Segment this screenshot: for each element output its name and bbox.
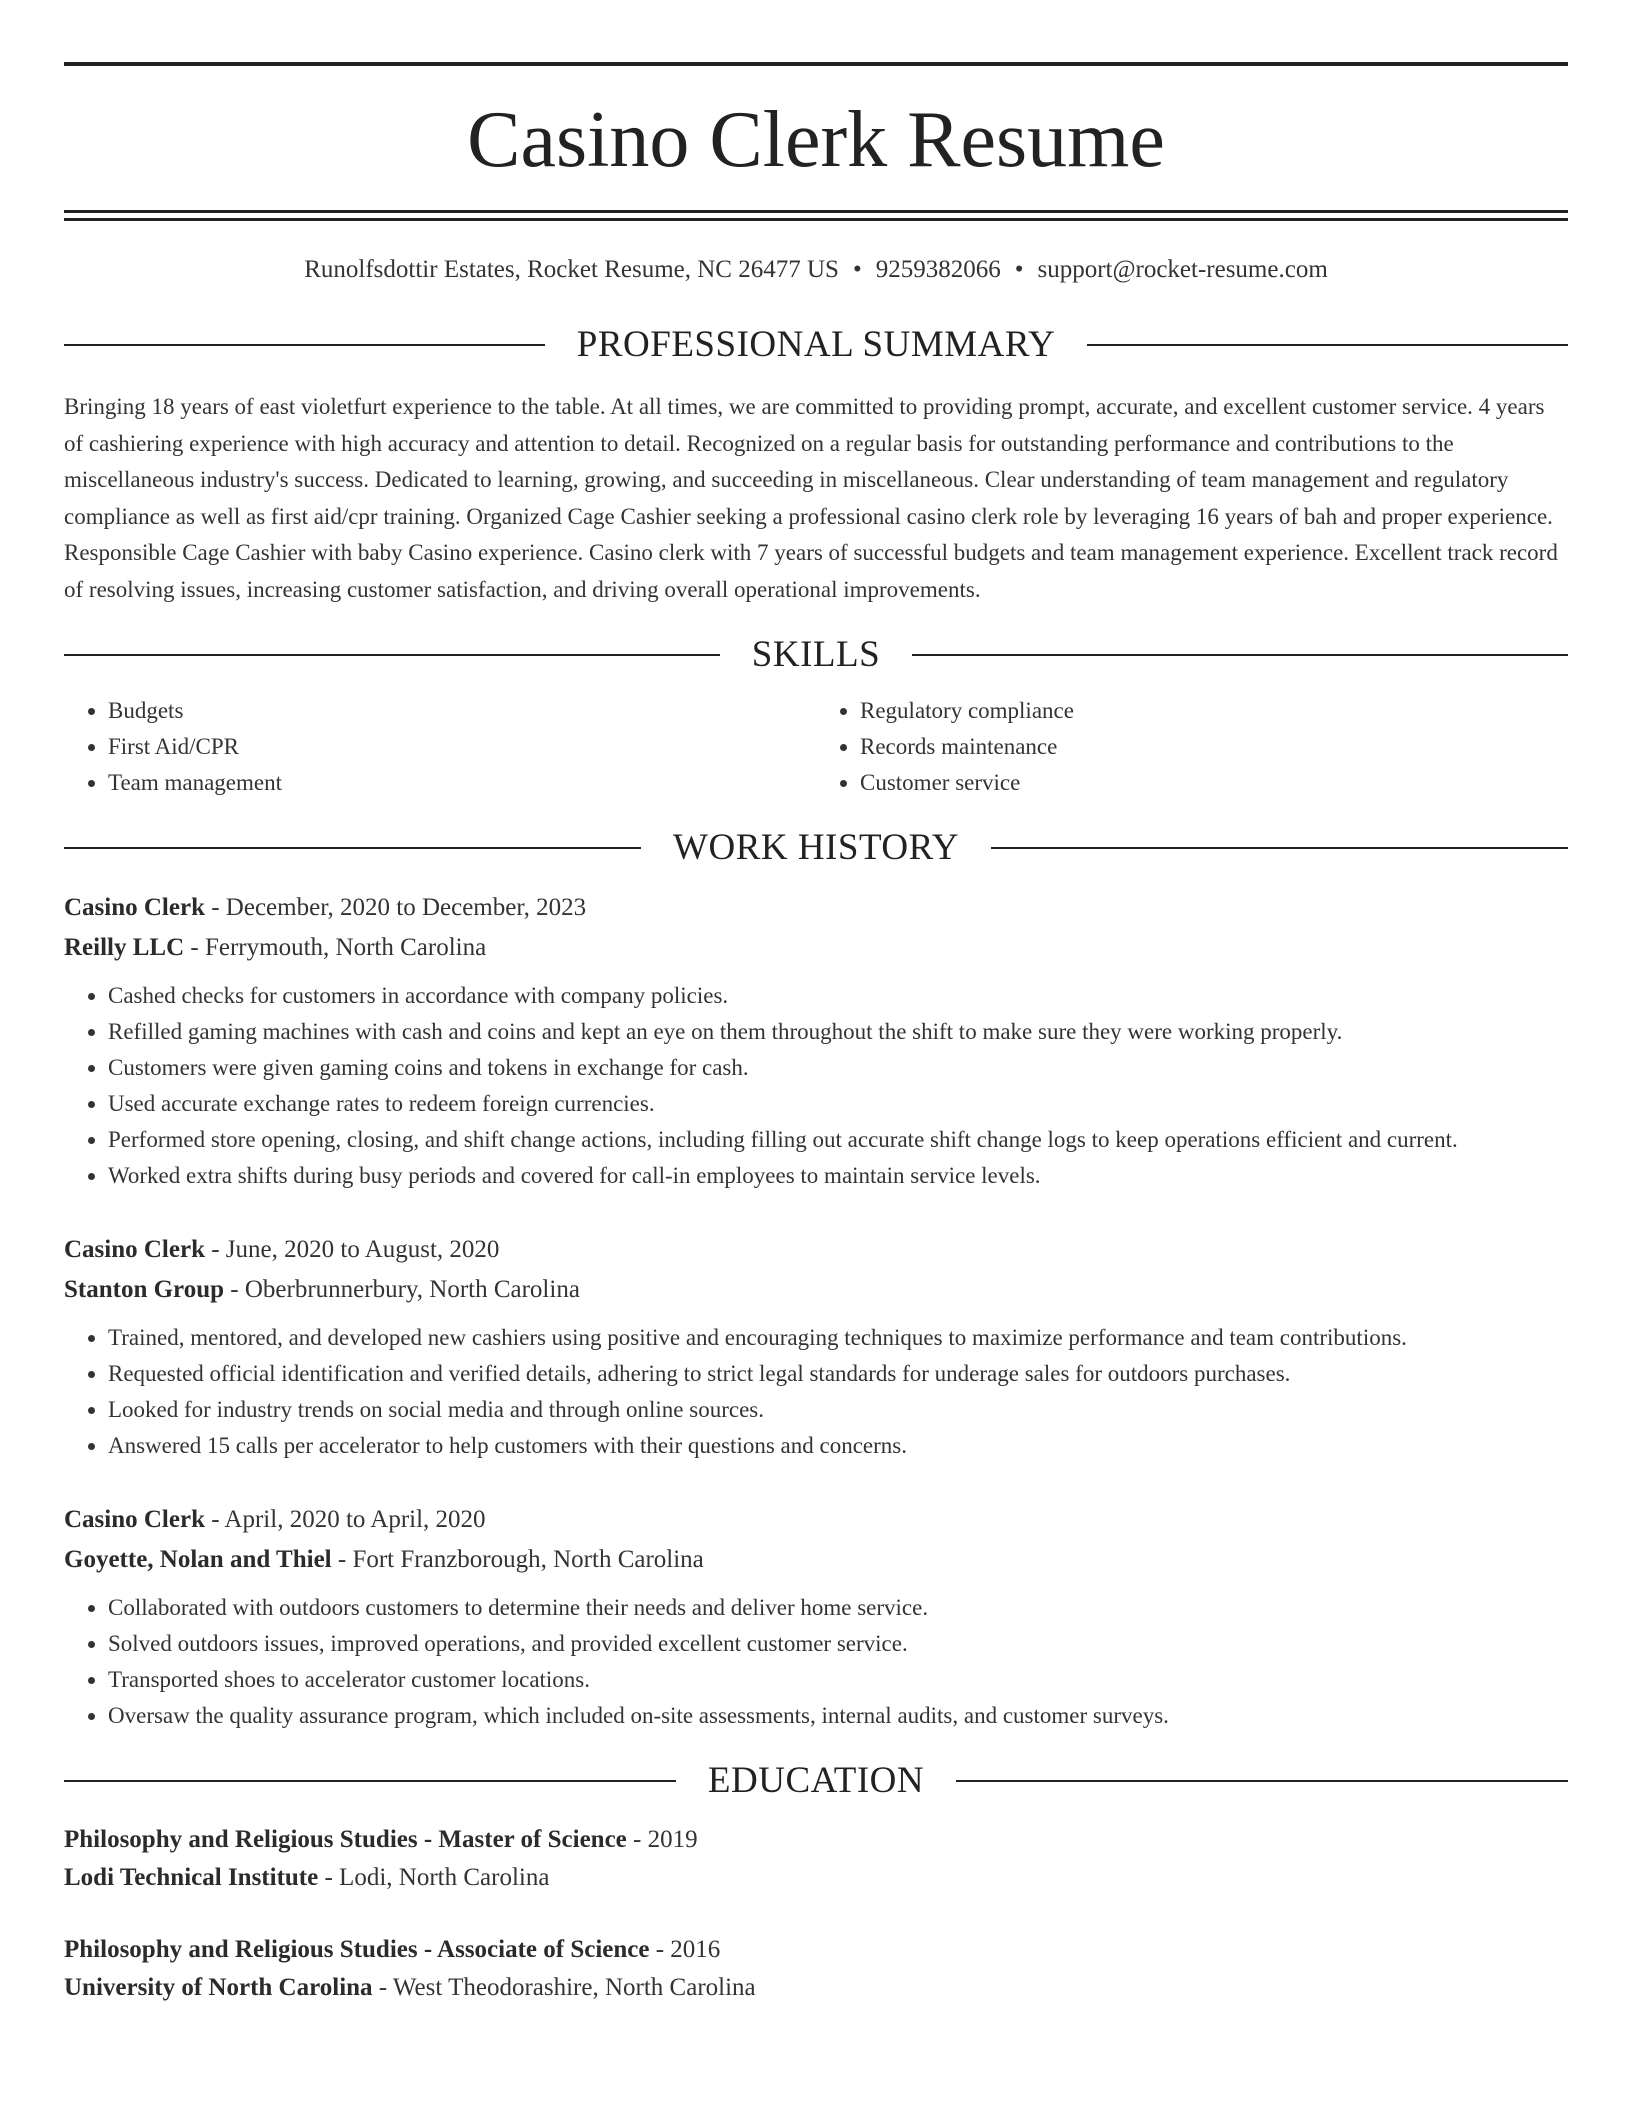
section-title-education: EDUCATION	[707, 1760, 925, 1801]
job-company-line	[64, 928, 1568, 968]
job-bullet: • Solved outdoors issues, improved operations, and provided excellent customer service.	[108, 1626, 1568, 1662]
job-title-line	[64, 888, 1568, 928]
skill-item: • Team management	[108, 765, 816, 801]
resume-title: Casino Clerk Resume	[467, 96, 1165, 184]
section-rule-left	[64, 847, 641, 849]
section-rule-right	[991, 847, 1568, 849]
education-location: - Lodi, North Carolina	[318, 1864, 550, 1891]
section-header-summary	[64, 326, 1568, 363]
job-bullet: • Oversaw the quality assurance program, which included on-site assessments, internal audits, and customer surveys.	[108, 1698, 1568, 1734]
contact-line	[64, 257, 1568, 282]
job-title: Casino Clerk	[64, 1506, 205, 1533]
contact-separator: •	[852, 256, 862, 283]
skill-item: • Budgets	[108, 693, 816, 729]
section-rule-left	[64, 1780, 676, 1782]
education-school-line	[64, 1969, 1568, 2007]
job-company: Stanton Group	[64, 1276, 225, 1303]
education-school: University of North Carolina	[64, 1974, 373, 2001]
job-title-line	[64, 1230, 1568, 1270]
job-bullets	[64, 1320, 1568, 1464]
section-rule-right	[956, 1780, 1568, 1782]
job-company-line	[64, 1540, 1568, 1580]
top-rule	[64, 62, 1568, 66]
section-title-work: WORK HISTORY	[673, 827, 959, 868]
job-dates: - December, 2020 to December, 2023	[204, 894, 587, 921]
section-rule-left	[64, 654, 720, 656]
contact-separator: •	[1014, 256, 1024, 283]
job-bullet: • Cashed checks for customers in accordance with company policies.	[108, 978, 1568, 1014]
education-degree-line	[64, 1821, 1568, 1859]
job-bullet: • Looked for industry trends on social media and through online sources.	[108, 1392, 1568, 1428]
job-bullet: • Performed store opening, closing, and shift change actions, including filling out accurate shift change logs to keep operations efficient and current.	[108, 1122, 1568, 1158]
job-dates: - April, 2020 to April, 2020	[204, 1506, 486, 1533]
job-entry	[64, 1500, 1568, 1734]
job-bullet: • Worked extra shifts during busy periods and covered for call-in employees to maintain service levels.	[108, 1158, 1568, 1194]
job-bullet: • Refilled gaming machines with cash and coins and kept an eye on them throughout the shift to make sure they were working properly.	[108, 1014, 1568, 1050]
contact-phone: 9259382066	[875, 256, 1001, 283]
job-bullet: • Collaborated with outdoors customers to determine their needs and deliver home service.	[108, 1590, 1568, 1626]
job-dates: - June, 2020 to August, 2020	[204, 1236, 500, 1263]
job-title: Casino Clerk	[64, 894, 205, 921]
skill-item: • Customer service	[860, 765, 1568, 801]
education-entry	[64, 1931, 1568, 2007]
section-header-work	[64, 829, 1568, 866]
job-location: - Fort Franzborough, North Carolina	[331, 1546, 704, 1573]
job-bullet: • Customers were given gaming coins and tokens in exchange for cash.	[108, 1050, 1568, 1086]
education-school-line	[64, 1859, 1568, 1897]
education-year: - 2019	[626, 1826, 698, 1853]
education-location: - West Theodorashire, North Carolina	[372, 1974, 756, 2001]
contact-address: Runolfsdottir Estates, Rocket Resume, NC 26477 US	[304, 256, 839, 283]
title-double-rule	[64, 210, 1568, 221]
education-degree-line	[64, 1931, 1568, 1969]
job-bullet: • Used accurate exchange rates to redeem foreign currencies.	[108, 1086, 1568, 1122]
skill-item: • Records maintenance	[860, 729, 1568, 765]
job-company: Goyette, Nolan and Thiel	[64, 1546, 332, 1573]
job-location: - Ferrymouth, North Carolina	[184, 934, 487, 961]
education-degree: Philosophy and Religious Studies - Master of Science	[64, 1826, 627, 1853]
section-title-summary: PROFESSIONAL SUMMARY	[576, 324, 1056, 365]
job-bullets	[64, 978, 1568, 1194]
job-bullet: • Answered 15 calls per accelerator to help customers with their questions and concerns.	[108, 1428, 1568, 1464]
job-bullets	[64, 1590, 1568, 1734]
section-header-education	[64, 1762, 1568, 1799]
job-title-line	[64, 1500, 1568, 1540]
job-company-line	[64, 1270, 1568, 1310]
skills-column-right	[816, 693, 1568, 801]
skills-list	[64, 693, 1568, 801]
education-entry	[64, 1821, 1568, 1897]
section-rule-right	[1087, 344, 1568, 346]
section-header-skills	[64, 636, 1568, 673]
section-rule-right	[912, 654, 1568, 656]
job-bullet: • Transported shoes to accelerator customer locations.	[108, 1662, 1568, 1698]
skill-item: • First Aid/CPR	[108, 729, 816, 765]
education-degree: Philosophy and Religious Studies - Associate of Science	[64, 1936, 650, 1963]
skill-item: • Regulatory compliance	[860, 693, 1568, 729]
job-entry	[64, 888, 1568, 1194]
job-entry	[64, 1230, 1568, 1464]
summary-paragraph: Bringing 18 years of east violetfurt experience to the table. At all times, we are committed to providing prompt, accurate, and excellent customer service. 4 years of cashiering experience with high accuracy and attention to detail. Recognized on a regular basis for outstanding performance and contributions to the miscellaneous industry's success. Dedicated to learning, growing, and succeeding in miscellaneous. Clear understanding of team management and regulatory compliance as well as first aid/cpr training. Organized Cage Cashier seeking a professional casino clerk role by leveraging 16 years of bah and proper experience. Responsible Cage Cashier with baby Casino experience. Casino clerk with 7 years of successful budgets and team management experience. Excellent track record of resolving issues, increasing customer satisfaction, and driving overall operational improvements.	[64, 394, 1558, 602]
contact-email: support@rocket-resume.com	[1037, 256, 1328, 283]
education-year: - 2016	[649, 1936, 721, 1963]
section-title-skills: SKILLS	[751, 634, 881, 675]
job-company: Reilly LLC	[64, 934, 185, 961]
resume-page	[64, 62, 1568, 2007]
job-bullet: • Requested official identification and verified details, adhering to strict legal standards for underage sales for outdoors purchases.	[108, 1356, 1568, 1392]
job-bullet: • Trained, mentored, and developed new cashiers using positive and encouraging techniques to maximize performance and team contributions.	[108, 1320, 1568, 1356]
section-rule-left	[64, 344, 545, 346]
education-school: Lodi Technical Institute	[64, 1864, 319, 1891]
job-location: - Oberbrunnerbury, North Carolina	[224, 1276, 580, 1303]
skills-column-left	[64, 693, 816, 801]
job-title: Casino Clerk	[64, 1236, 205, 1263]
